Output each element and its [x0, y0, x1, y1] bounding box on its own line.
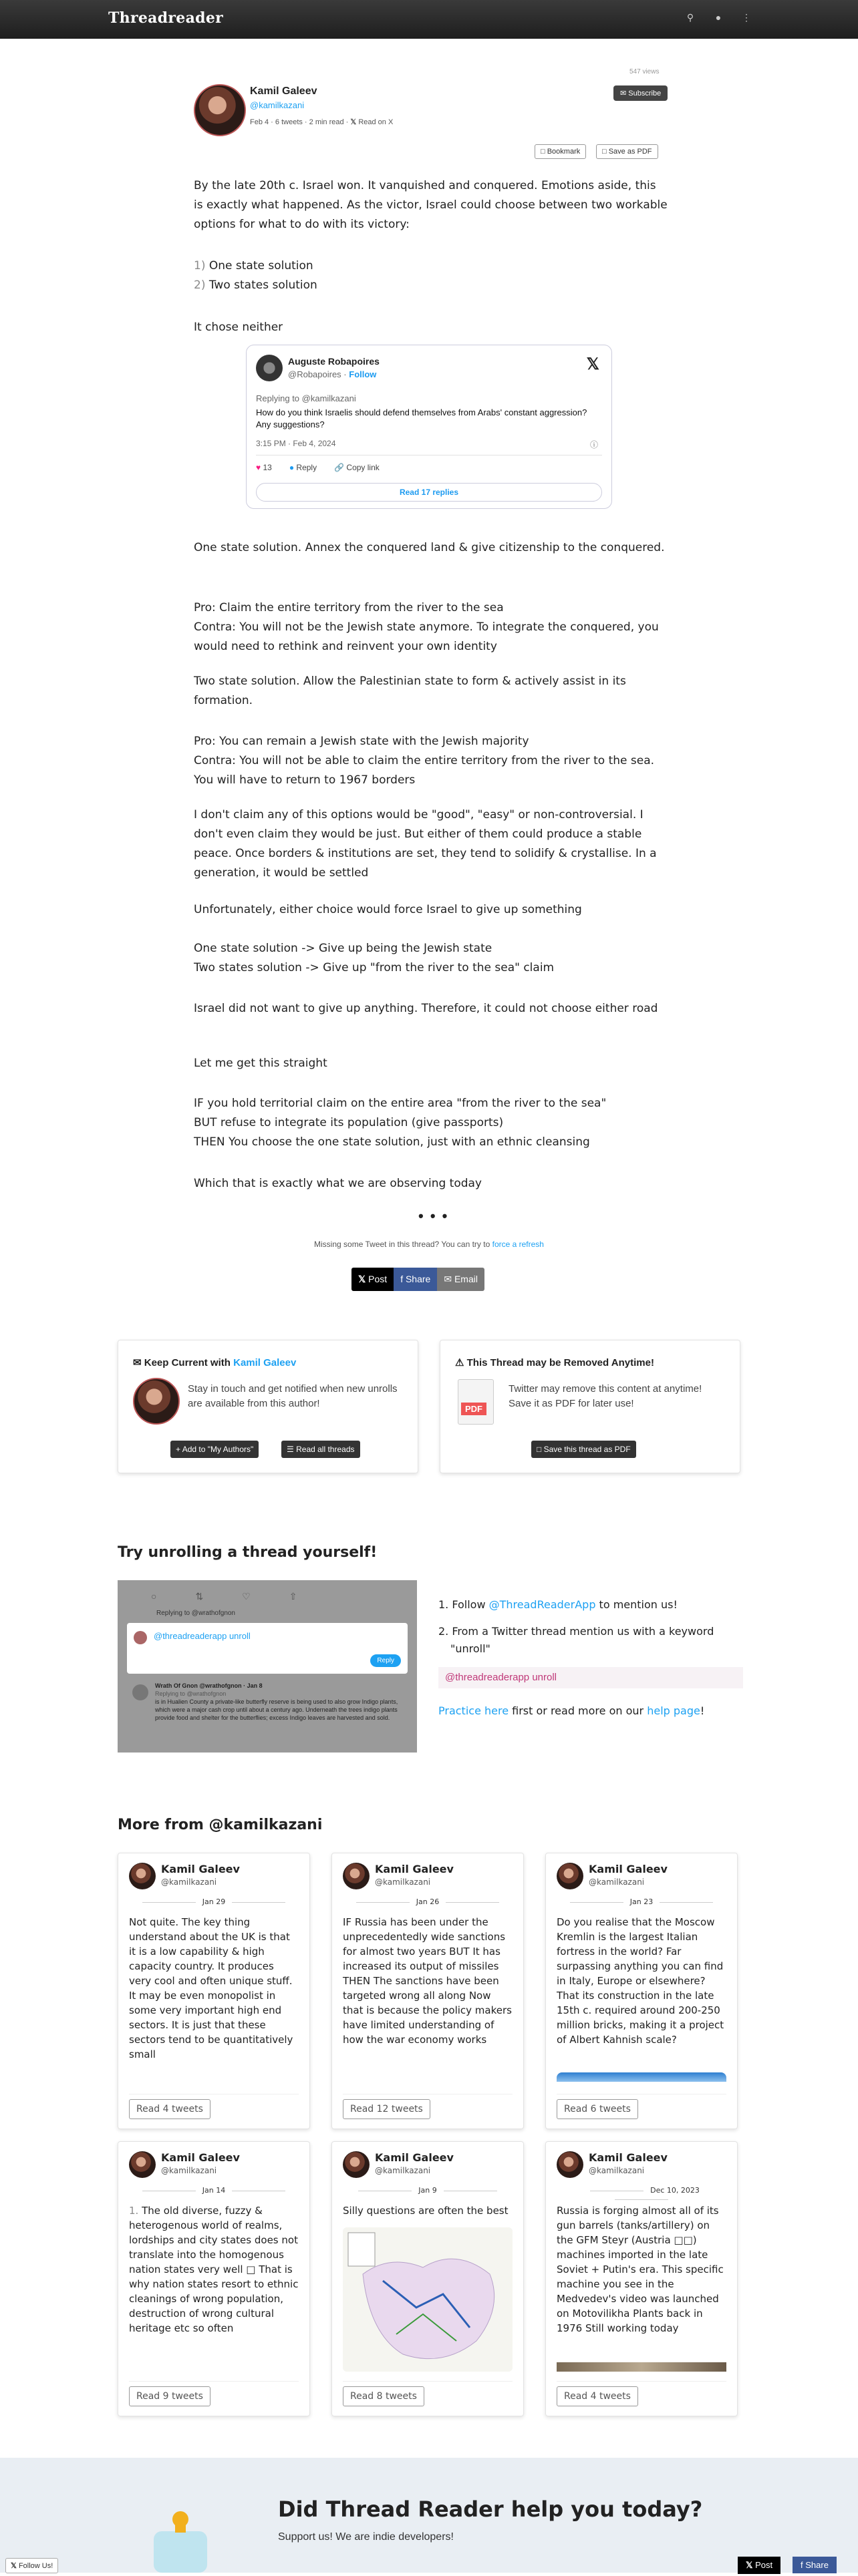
- tweet-text: Let me get this straight: [194, 1057, 327, 1070]
- tweet-text: I don't claim any of this options would be "good", "easy" or non-controversial. I don't even claim they would be just. But either of them could produce a stable peace. Once borders & institutions are set, they tend to solidify & crystallise. In a generation, it would be settled: [194, 808, 657, 880]
- avatar[interactable]: [256, 355, 283, 381]
- card-author-handle: @kamilkazani: [589, 2166, 645, 2175]
- menu-icon[interactable]: ⋮: [742, 12, 751, 23]
- avatar: [557, 2151, 583, 2178]
- list-icon: ☰: [287, 1445, 294, 1454]
- example-reply-button: Reply: [370, 1654, 401, 1667]
- thread-end-dots: • • •: [418, 1208, 449, 1224]
- card-author-handle: @kamilkazani: [589, 1877, 645, 1887]
- card-author-handle: @kamilkazani: [161, 2166, 217, 2175]
- author-name[interactable]: Kamil Galeev: [250, 85, 317, 97]
- bookmark-icon: □: [541, 148, 545, 156]
- like-action[interactable]: [256, 463, 272, 472]
- pdf-badge: PDF: [461, 1403, 486, 1415]
- replying-to: Replying to @kamilkazani: [256, 393, 356, 403]
- tweet-text: By the late 20th c. Israel won. It vanquished and conquered. Emotions aside, this is exactly what happened. As the victor, Israel could choose between two workable options for what to do with its victory:: [194, 179, 668, 231]
- info-icon[interactable]: ⓘ: [589, 440, 598, 449]
- bookmark-label: Bookmark: [547, 148, 581, 156]
- step-text: to mention us!: [595, 1598, 678, 1611]
- thread-paragraph: [194, 732, 668, 790]
- card-title: [455, 1356, 654, 1368]
- card-date: Jan 23: [557, 1897, 726, 1906]
- thread-paragraph: [194, 176, 668, 234]
- card-author-handle: @kamilkazani: [375, 1877, 431, 1887]
- share-label: Share: [805, 2560, 829, 2570]
- facebook-share-button[interactable]: [394, 1268, 437, 1291]
- more-from-title: More from @kamilkazani: [118, 1817, 323, 1833]
- subscribe-label: Subscribe: [628, 89, 662, 98]
- author-header: [194, 80, 662, 140]
- avatar: [557, 1863, 583, 1889]
- embed-actions: [256, 463, 380, 472]
- card-date: Jan 9: [343, 2186, 513, 2195]
- practice-text: first or read more on our: [509, 1704, 648, 1717]
- reply-action[interactable]: [289, 463, 317, 472]
- follow-us-button[interactable]: [5, 2558, 58, 2573]
- share-buttons: [351, 1268, 484, 1291]
- practice-link[interactable]: Practice here: [438, 1704, 509, 1717]
- card-text: IF Russia has been under the unprecedentedly wide sanctions for almost two years BUT It has increased its output of missiles THEN The sanctions have been targeted wrong all along Now that is because the policy makers have limited understanding of how the war economy works: [343, 1916, 512, 2046]
- thread-meta: [250, 118, 393, 126]
- tweet-text: Pro: Claim the entire territory from the river to the sea: [194, 601, 504, 614]
- add-to-my-authors-button[interactable]: [170, 1441, 259, 1458]
- embed-handle-text: @Robapoires: [288, 369, 341, 379]
- step-1: 1. Follow @ThreadReaderApp to mention us!: [438, 1598, 678, 1611]
- example-reply-author: Wrath Of Gnon @wrathofgnon · Jan 8: [155, 1682, 263, 1689]
- email-label: Email: [454, 1274, 478, 1284]
- search-icon[interactable]: ⚲: [686, 12, 694, 23]
- unroll-example-image: [118, 1580, 417, 1753]
- removed-warning-card: [440, 1340, 740, 1473]
- example-compose-box: [127, 1623, 408, 1674]
- save-thread-pdf-button[interactable]: [531, 1441, 636, 1458]
- card-text: Do you realise that the Moscow Kremlin is the largest Italian fortress in the world? Far surpassing anything you can find in Italy, Europe or elsewhere? That its construction in the late 15th c. required around 200-250 million bricks, making it a project of Albert Kahnish scale?: [557, 1916, 724, 2046]
- avatar: [132, 1684, 148, 1700]
- sticky-share-button[interactable]: [793, 2557, 837, 2573]
- tweet-text: Pro: You can remain a Jewish state with the Jewish majority: [194, 735, 529, 748]
- post-label: Post: [755, 2560, 773, 2570]
- card-author-handle: @kamilkazani: [161, 1877, 217, 1887]
- thread-card[interactable]: [331, 2141, 524, 2416]
- copy-link-action[interactable]: [334, 463, 380, 472]
- thread-card[interactable]: [118, 1853, 310, 2129]
- threadreaderapp-link[interactable]: @ThreadReaderApp: [488, 1598, 596, 1611]
- thread-paragraph: [194, 939, 668, 978]
- follow-link[interactable]: Follow: [349, 369, 377, 379]
- card-text: Not quite. The key thing understand about the UK is that it is a low capability & high capacity country. It produces very cool and often unique stuff. It may be even monopolist in some very important high end sectors. It is just that these sectors tend to be quantitatively small: [129, 1916, 293, 2060]
- tweet-text: Contra: You will not be able to claim the entire territory from the river to the sea. You will have to return to 1967 borders: [194, 754, 655, 787]
- card-date: Jan 29: [129, 1897, 299, 1906]
- file-icon: □: [602, 148, 607, 156]
- save-pdf-label: Save this thread as PDF: [543, 1445, 631, 1454]
- top-navbar: [0, 0, 858, 39]
- thread-card[interactable]: [545, 2141, 738, 2416]
- share-label: Share: [405, 1274, 431, 1284]
- keep-current-card: [118, 1340, 418, 1473]
- example-reply-tweet: [155, 1682, 402, 1722]
- x-logo-icon[interactable]: 𝕏: [586, 355, 599, 373]
- card-author-handle: @kamilkazani: [375, 2166, 431, 2175]
- read-all-threads-button[interactable]: [281, 1441, 360, 1458]
- read-replies-button[interactable]: Read 17 replies: [256, 483, 602, 502]
- unroll-steps: [438, 1596, 739, 1658]
- tweet-text: One state solution -> Give up being the Jewish state: [194, 942, 492, 955]
- thread-paragraph: [194, 1174, 668, 1193]
- post-to-x-button[interactable]: [351, 1268, 394, 1291]
- author-link[interactable]: Kamil Galeev: [233, 1357, 297, 1368]
- unroll-keyword-box: @threadreaderapp unroll: [438, 1667, 743, 1688]
- list-text: One state solution: [208, 259, 313, 272]
- thread-paragraph: [194, 318, 668, 337]
- try-unrolling-title: Try unrolling a thread yourself!: [118, 1544, 378, 1561]
- tweet-text: Contra: You will not be the Jewish state anymore. To integrate the conquered, you would need to rethink and reinvent your own identity: [194, 620, 659, 653]
- avatar: [343, 2151, 370, 2178]
- card-date: Jan 14: [129, 2186, 299, 2195]
- thread-paragraph: [194, 598, 668, 657]
- thread-card[interactable]: [331, 1853, 524, 2129]
- email-icon: ✉: [444, 1274, 452, 1284]
- tweet-text: Which that is exactly what we are observing today: [194, 1177, 482, 1190]
- thread-list: [194, 256, 668, 295]
- reply-icon: ●: [289, 463, 295, 472]
- read-tweets-button[interactable]: Read 4 tweets: [557, 2386, 638, 2406]
- facebook-icon: f: [801, 2560, 803, 2570]
- card-author-name: Kamil Galeev: [375, 1863, 454, 1875]
- warning-icon: ⚠: [455, 1357, 464, 1368]
- save-pdf-label: Save as PDF: [608, 148, 652, 156]
- missing-text: Missing some Tweet in this thread? You can try to: [314, 1240, 492, 1249]
- read-tweets-button[interactable]: Read 4 tweets: [129, 2099, 210, 2119]
- list-number: 2): [194, 279, 206, 292]
- tweet-text: Two states solution -> Give up "from the river to the sea" claim: [194, 961, 555, 974]
- avatar: [343, 1863, 370, 1889]
- help-title: Did Thread Reader help you today?: [278, 2497, 703, 2522]
- brand-logo[interactable]: Threadreader: [108, 9, 224, 27]
- tweet-text: It chose neither: [194, 321, 283, 334]
- subscribe-button[interactable]: [613, 85, 668, 101]
- card-image: [557, 2072, 726, 2082]
- divider: [557, 2381, 726, 2382]
- read-tweets-button[interactable]: Read 12 tweets: [343, 2099, 430, 2119]
- embed-tweet-text: How do you think Israelis should defend themselves from Arabs' constant aggression? Any suggestions?: [256, 407, 587, 429]
- card-title: [133, 1356, 296, 1368]
- map-illustration: [343, 2227, 513, 2372]
- x-icon: 𝕏: [11, 2562, 17, 2570]
- divider: [129, 2381, 299, 2382]
- card-image: [557, 2362, 726, 2372]
- example-reply-to: Replying to @wrathofgnon: [155, 1690, 227, 1697]
- card-author-name: Kamil Galeev: [375, 2151, 454, 2164]
- embed-author-handle: @Robapoires · Follow: [288, 369, 377, 379]
- thread-card[interactable]: [545, 1853, 738, 2129]
- mascot-svg: [148, 2505, 212, 2573]
- practice-end: !: [700, 1704, 705, 1717]
- thread-meta-text: Feb 4 · 6 tweets · 2 min read ·: [250, 118, 351, 126]
- x-icon: 𝕏: [358, 1274, 366, 1284]
- list-item: [194, 256, 668, 276]
- facebook-icon: f: [400, 1274, 404, 1284]
- step-text: From a Twitter thread mention us with a keyword "unroll": [450, 1625, 714, 1655]
- read-tweets-button[interactable]: Read 8 tweets: [343, 2386, 424, 2406]
- avatar: [134, 1631, 147, 1644]
- plus-icon: +: [176, 1445, 181, 1454]
- follow-us-label: Follow Us!: [18, 2562, 53, 2570]
- bookmark-button[interactable]: [535, 144, 586, 159]
- card-text: Silly questions are often the best: [343, 2205, 509, 2217]
- card-map-image: [343, 2227, 513, 2372]
- link-icon: 🔗: [334, 463, 345, 472]
- card-date: Dec 10, 2023: [557, 2186, 726, 2203]
- read-all-label: Read all threads: [296, 1445, 355, 1454]
- card-date: Jan 26: [343, 1897, 513, 1906]
- embed-author-name[interactable]: Auguste Robapoires: [288, 356, 380, 367]
- card-text-wrap: [129, 2203, 299, 2336]
- tweet-text: IF you hold territorial claim on the entire area "from the river to the sea": [194, 1097, 607, 1110]
- heart-icon: ♥: [256, 463, 261, 472]
- list-text: Two states solution: [208, 279, 317, 292]
- bell-icon: ✉: [620, 89, 627, 98]
- email-button[interactable]: [437, 1268, 484, 1291]
- copy-link-label: Copy link: [346, 463, 380, 472]
- example-reply-text: is in Hualien County a private-like butterfly reserve is being used to also grow Indigo plants, which were a major cash crop until about a century ago. Underneath the trees indigo plants provide food and shelter for the butterflies; excess Indigo leaves are harvested and sold.: [155, 1698, 398, 1721]
- sticky-post-button[interactable]: [738, 2557, 780, 2574]
- help-subtitle: Support us! We are indie developers!: [278, 2531, 454, 2543]
- help-page-link[interactable]: help page: [647, 1704, 700, 1717]
- add-author-label: Add to "My Authors": [182, 1445, 254, 1454]
- tweet-text: Israel did not want to give up anything. Therefore, it could not choose either road: [194, 1002, 658, 1015]
- card-text: The old diverse, fuzzy & heterogenous world of realms, lordships and city states does not translate into the homogenous nation states very well □ That is why nation states resort to ethnic cleanings of wrong population, destruction of wrong cultural heritage etc so often: [129, 2205, 299, 2334]
- card-text: Russia is forging almost all of its gun barrels (tanks/artillery) on the GFM Steyr (Austria □□) machines imported in the late Soviet + Putin's era. This specific machine you see in the Medvedev's video was launched on Motovilikha Plants back in 1976 Still working today: [557, 2205, 724, 2334]
- force-refresh-link[interactable]: force a refresh: [492, 1240, 544, 1249]
- tweet-text: Two state solution. Allow the Palestinian state to form & actively assist in its formation.: [194, 675, 626, 707]
- tweet-text: BUT refuse to integrate its population (give passports): [194, 1116, 504, 1129]
- thread-paragraph: [194, 1094, 668, 1152]
- pdf-file-icon: [458, 1379, 494, 1425]
- avatar: [129, 2151, 156, 2178]
- example-replying: Replying to @wrathofgnon: [156, 1610, 235, 1617]
- missing-tweet-note: [0, 1240, 858, 1249]
- avatar: [133, 1378, 180, 1425]
- x-icon: 𝕏: [350, 118, 357, 126]
- avatar[interactable]: [194, 84, 246, 136]
- thread-card[interactable]: [118, 2141, 310, 2416]
- embedded-tweet[interactable]: [246, 345, 612, 509]
- save-pdf-button[interactable]: [596, 144, 658, 159]
- read-on-x-link[interactable]: Read on X: [358, 118, 394, 126]
- list-number: 1): [194, 259, 206, 272]
- tweet-action-icons: ○⇅♡⇧: [151, 1591, 336, 1602]
- post-label: Post: [368, 1274, 388, 1284]
- read-tweets-button[interactable]: Read 6 tweets: [557, 2099, 638, 2119]
- file-icon: □: [537, 1445, 542, 1454]
- thread-paragraph: [194, 672, 668, 711]
- avatar: [129, 1863, 156, 1889]
- tweet-text: One state solution. Annex the conquered land & give citizenship to the conquered.: [194, 541, 665, 554]
- divider: [343, 2381, 513, 2382]
- top-icons: [686, 12, 751, 21]
- thread-paragraph: [194, 1054, 668, 1073]
- card-author-name: Kamil Galeev: [161, 1863, 240, 1875]
- card-text: Twitter may remove this content at anytime! Save it as PDF for later use!: [509, 1383, 702, 1409]
- card-title-text: Keep Current with: [144, 1357, 234, 1368]
- card-number: 1.: [129, 2205, 139, 2217]
- author-handle[interactable]: @kamilkazani: [250, 100, 305, 110]
- tweet-text: Unfortunately, either choice would force Israel to give up something: [194, 903, 582, 916]
- reply-label: Reply: [296, 463, 317, 472]
- card-title-text: This Thread may be Removed Anytime!: [466, 1357, 654, 1368]
- like-count: 13: [263, 463, 272, 472]
- embed-timestamp[interactable]: 3:15 PM · Feb 4, 2024: [256, 439, 336, 448]
- card-text: Stay in touch and get notified when new unrolls are available from this author!: [188, 1383, 398, 1409]
- user-icon[interactable]: ●: [715, 12, 722, 23]
- step-text: Follow: [452, 1598, 489, 1611]
- thread-paragraph: [194, 805, 668, 883]
- tweet-text: THEN You choose the one state solution, just with an ethnic cleansing: [194, 1135, 590, 1149]
- view-count: 547 views: [629, 68, 660, 75]
- practice-line: [438, 1704, 704, 1717]
- read-tweets-button[interactable]: Read 9 tweets: [129, 2386, 210, 2406]
- card-author-name: Kamil Galeev: [589, 1863, 668, 1875]
- bell-icon: ✉: [133, 1357, 142, 1368]
- x-icon: 𝕏: [746, 2560, 753, 2570]
- thread-paragraph: [194, 900, 668, 920]
- card-author-name: Kamil Galeev: [589, 2151, 668, 2164]
- thread-paragraph: [194, 538, 668, 558]
- step-2: 2. From a Twitter thread mention us with a keyword "unroll": [438, 1625, 714, 1655]
- list-item: [194, 276, 668, 295]
- thread-paragraph: [194, 999, 668, 1019]
- mascot-illustration: [148, 2505, 212, 2573]
- card-author-name: Kamil Galeev: [161, 2151, 240, 2164]
- example-mention: @threadreaderapp unroll: [154, 1631, 251, 1641]
